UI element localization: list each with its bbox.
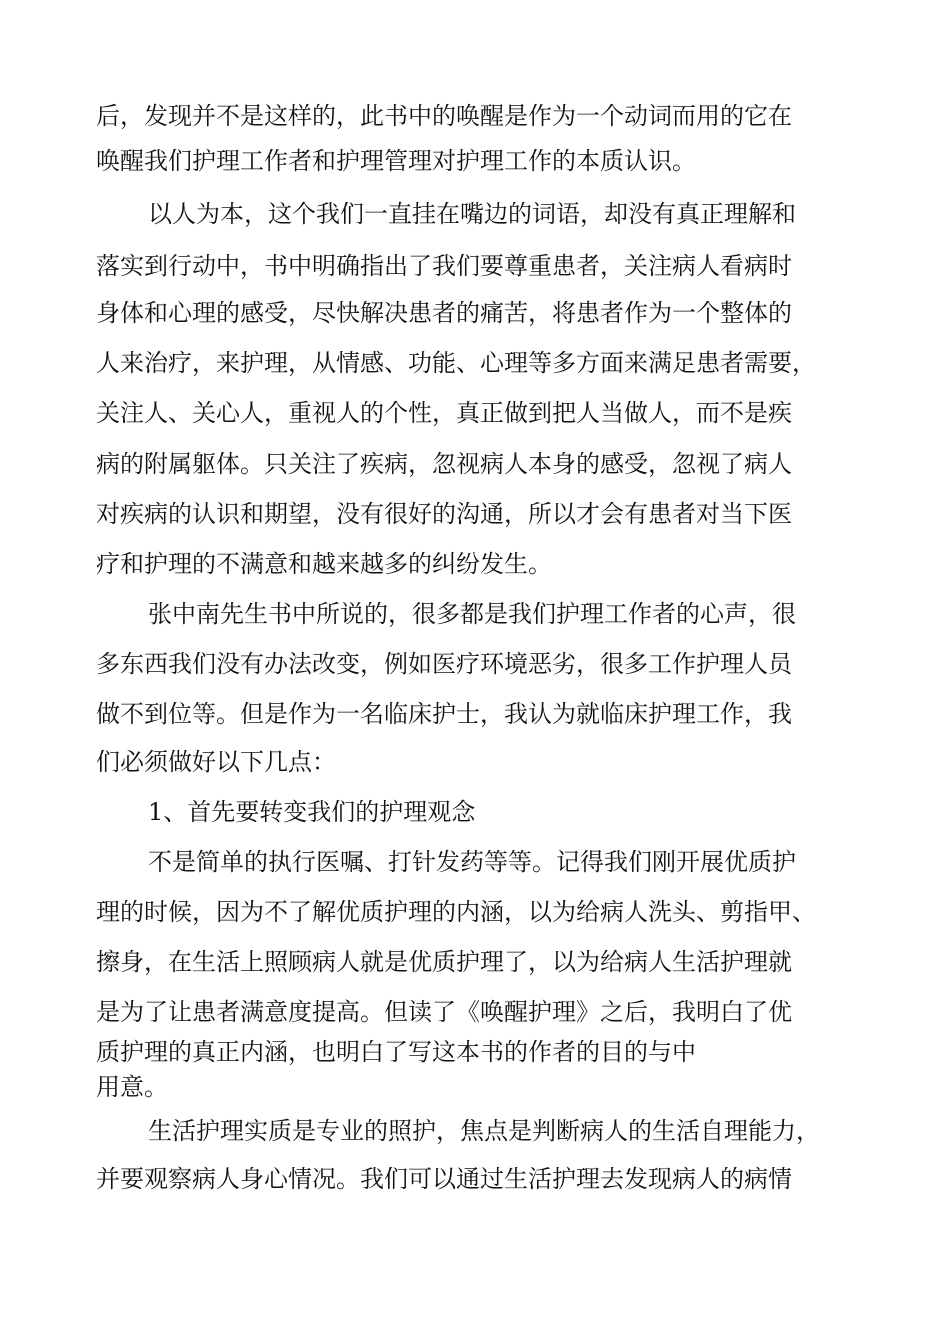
text-line-18: 擦身，在生活上照顾病人就是优质护理了，以为给病人生活护理就 [96, 948, 792, 976]
text-line-13: 做不到位等。但是作为一名临床护士，我认为就临床护理工作，我 [96, 700, 792, 728]
section-heading: 1、首先要转变我们的护理观念 [148, 798, 476, 826]
paragraph-start-line: 张中南先生书中所说的，很多都是我们护理工作者的心声，很 [148, 600, 796, 628]
text-line-1: 后，发现并不是这样的，此书中的唤醒是作为一个动词而用的它在 [96, 102, 792, 130]
text-line-10: 疗和护理的不满意和越来越多的纠纷发生。 [96, 550, 552, 578]
text-line-2: 唤醒我们护理工作者和护理管理对护理工作的本质认识。 [96, 147, 696, 175]
paragraph-start-line: 生活护理实质是专业的照护，焦点是判断病人的生活自理能力， [148, 1117, 820, 1145]
text-line-23: 并要观察病人身心情况。我们可以通过生活护理去发现病人的病情 [96, 1165, 792, 1193]
text-line-4: 落实到行动中，书中明确指出了我们要尊重患者，关注病人看病时 [96, 252, 792, 280]
text-line-9: 对疾病的认识和期望，没有很好的沟通，所以才会有患者对当下医 [96, 500, 792, 528]
paragraph-start-line: 不是简单的执行医嘱、打针发药等等。记得我们刚开展优质护 [148, 848, 796, 876]
text-line-5: 身体和心理的感受，尽快解决患者的痛苦，将患者作为一个整体的 [96, 299, 792, 327]
text-line-6: 人来治疗，来护理，从情感、功能、心理等多方面来满足患者需要， [96, 349, 816, 377]
text-line-21: 用意。 [96, 1073, 168, 1101]
text-line-8: 病的附属躯体。只关注了疾病，忽视病人本身的感受，忽视了病人 [96, 450, 792, 478]
text-line-14: 们必须做好以下几点： [96, 748, 336, 776]
text-line-20: 质护理的真正内涵，也明白了写这本书的作者的目的与中 [96, 1038, 696, 1066]
text-line-17: 理的时候，因为不了解优质护理的内涵，以为给病人洗头、剪指甲、 [96, 898, 816, 926]
text-line-7: 关注人、关心人，重视人的个性，真正做到把人当做人，而不是疾 [96, 399, 792, 427]
text-line-19: 是为了让患者满意度提高。但读了《唤醒护理》之后，我明白了优 [96, 998, 792, 1026]
text-line-12: 多东西我们没有办法改变，例如医疗环境恶劣，很多工作护理人员 [96, 650, 792, 678]
paragraph-start-line: 以人为本，这个我们一直挂在嘴边的词语，却没有真正理解和 [148, 200, 796, 228]
